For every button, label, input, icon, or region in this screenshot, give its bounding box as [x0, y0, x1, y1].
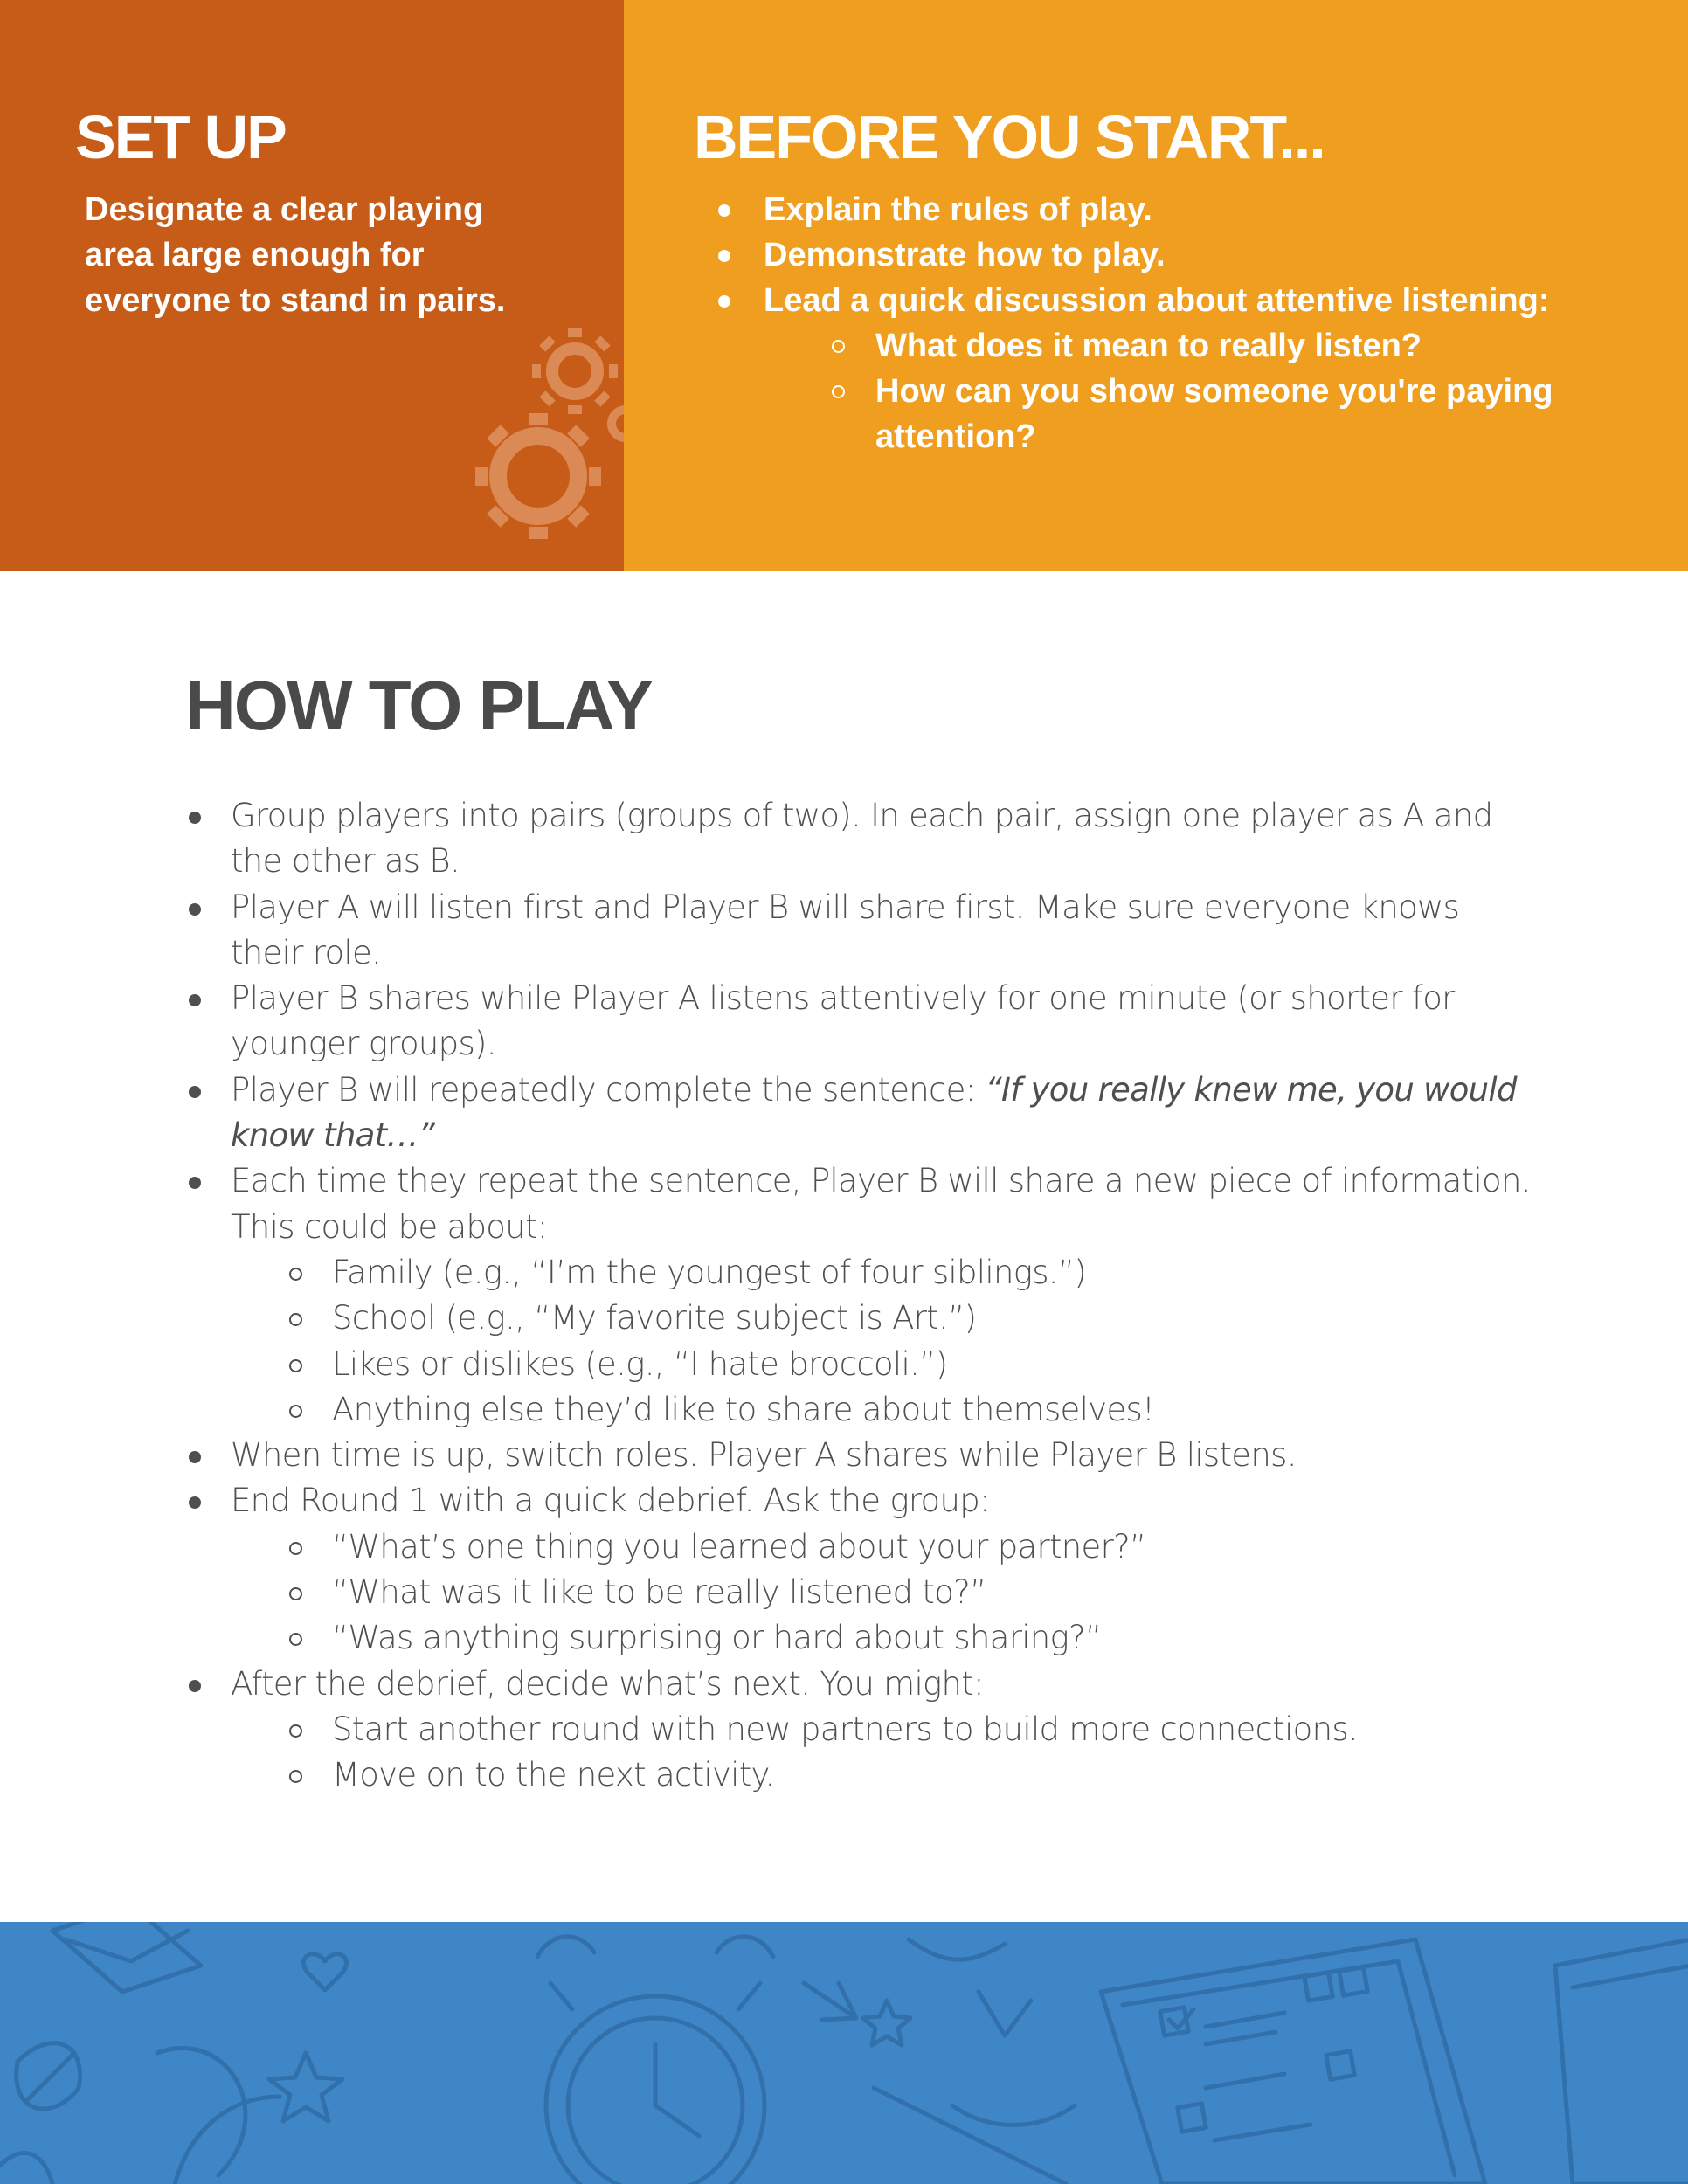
sub-list-item: Anything else they’d like to share about themselves!	[231, 1387, 1531, 1433]
before-subitem: What does it mean to really listen?	[764, 323, 1669, 369]
star-icon	[269, 2053, 342, 2121]
small-star-icon	[863, 2001, 910, 2045]
setup-title: SET UP	[75, 103, 286, 171]
before-panel	[624, 0, 1688, 571]
list-item: When time is up, switch roles. Player A shares while Player B listens.	[185, 1433, 1531, 1478]
sub-list-item: “Was anything surprising or hard about sharing?”	[231, 1615, 1531, 1661]
before-title: BEFORE YOU START...	[694, 103, 1325, 171]
sub-list	[231, 1524, 1531, 1662]
checklist-icon	[1101, 1939, 1485, 2184]
sub-list	[231, 1707, 1531, 1799]
setup-panel	[0, 0, 624, 571]
sub-list-item: Move on to the next activity.	[231, 1752, 1531, 1798]
heart-icon	[303, 1954, 346, 1990]
list-item-text: Each time they repeat the sentence, Player B will share a new piece of information. This could be about:	[231, 1162, 1531, 1246]
sub-list-item: Start another round with new partners to build more connections.	[231, 1707, 1531, 1752]
list-item-text: Player B will repeatedly complete the sentence:	[231, 1070, 986, 1109]
sub-list-item: Family (e.g., “I’m the youngest of four siblings.”)	[231, 1250, 1531, 1296]
sub-list-item: “What’s one thing you learned about your partner?”	[231, 1524, 1531, 1570]
list-item	[185, 1068, 1531, 1159]
before-subitem: How can you show someone you're paying attention?	[764, 369, 1669, 460]
pencil-icon	[874, 2088, 1075, 2184]
swoosh-icon	[909, 1939, 1031, 2035]
before-list	[708, 187, 1669, 460]
setup-text: Designate a clear playing area large enough for everyone to stand in pairs.	[85, 191, 506, 319]
before-item: Explain the rules of play.	[708, 187, 1669, 232]
list-item	[185, 1662, 1531, 1799]
list-item: Player A will listen first and Player B will share first. Make sure everyone knows their role.	[185, 885, 1531, 977]
list-item	[185, 1478, 1531, 1661]
envelope-icon	[52, 1922, 201, 1992]
leaf-icon	[17, 2043, 80, 2109]
list-item: Group players into pairs (groups of two). In each pair, assign one player as A and the other as B.	[185, 793, 1531, 885]
ball-icon	[157, 2049, 280, 2184]
arrow-icon	[804, 1983, 856, 2020]
list-item-text: End Round 1 with a quick debrief. Ask the group:	[231, 1482, 990, 1520]
before-item-label: Lead a quick discussion about attentive listening:	[764, 282, 1550, 319]
list-item-text: After the debrief, decide what’s next. You might:	[231, 1664, 984, 1703]
footer-pattern	[0, 1922, 1688, 2184]
sub-list-item: School (e.g., “My favorite subject is Art.”)	[231, 1296, 1531, 1341]
sentence-prompt-quote: “If you really knew me, you would know that…”	[231, 1070, 1517, 1155]
doodle-pattern-icon	[0, 1922, 1688, 2184]
list-item	[185, 1158, 1531, 1433]
before-item	[708, 278, 1669, 460]
scribble-icon	[0, 2153, 52, 2184]
how-to-play-list	[185, 793, 1531, 1799]
before-item: Demonstrate how to play.	[708, 232, 1669, 278]
list-item: Player B shares while Player A listens attentively for one minute (or shorter for younger groups).	[185, 976, 1531, 1068]
tablet-icon	[1555, 1939, 1688, 2184]
sub-list-item: “What was it like to be really listened to?”	[231, 1570, 1531, 1615]
sub-list-item: Likes or dislikes (e.g., “I hate broccoli.”)	[231, 1342, 1531, 1387]
gears-icon	[454, 314, 624, 571]
sub-list	[231, 1250, 1531, 1433]
before-sublist	[764, 323, 1669, 460]
clock-icon	[537, 1937, 773, 2184]
how-to-play-title: HOW TO PLAY	[185, 667, 652, 744]
